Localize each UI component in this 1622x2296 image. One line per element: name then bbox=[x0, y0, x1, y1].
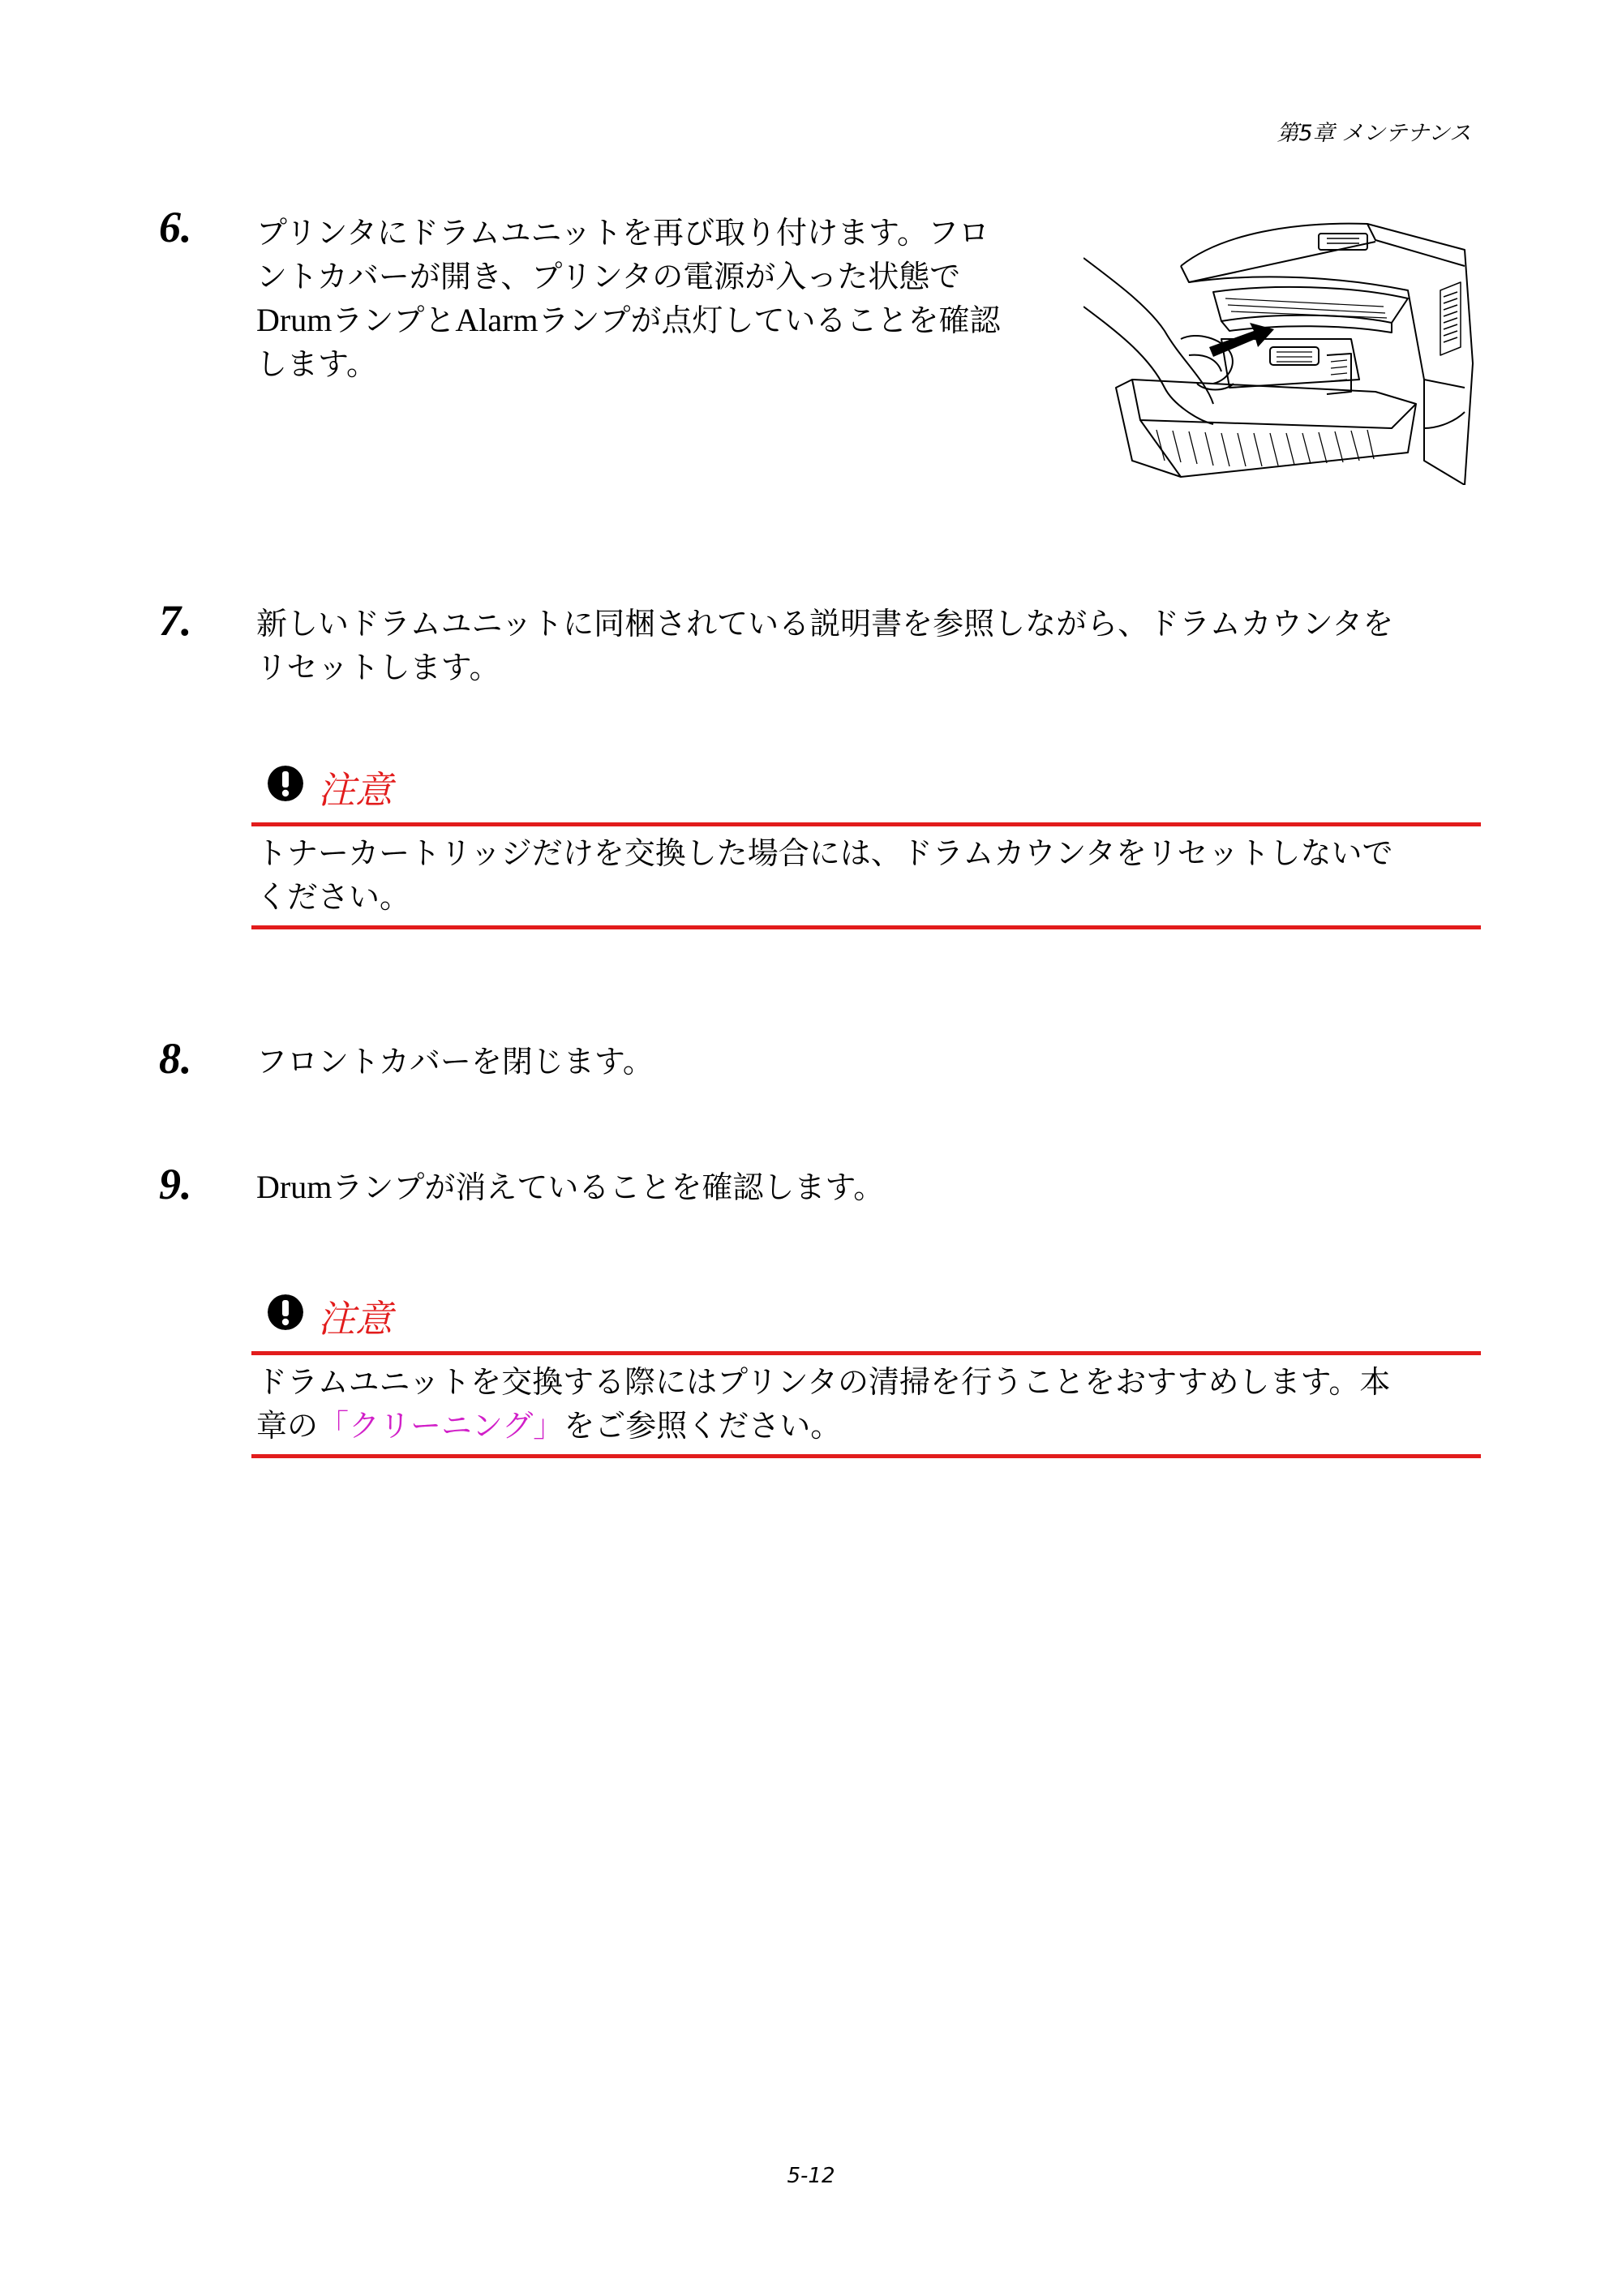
step-number-8: 8. bbox=[159, 1034, 192, 1083]
step-text-7 bbox=[256, 602, 1393, 689]
step-6-line-4: します。 bbox=[256, 346, 377, 382]
caution-2-line-2: 章の「クリーニング」をご参照ください。 bbox=[256, 1408, 842, 1444]
caution-1-line-1: トナーカートリッジだけを交換した場合には、ドラムカウンタをリセットしないで bbox=[256, 835, 1393, 871]
step-text-9 bbox=[256, 1165, 884, 1209]
step-number-6: 6. bbox=[159, 203, 192, 251]
caution-body-1 bbox=[251, 826, 1481, 925]
exclamation-icon bbox=[268, 1294, 303, 1330]
exclamation-icon bbox=[268, 766, 303, 801]
caution-title-1 bbox=[251, 762, 1481, 822]
caution-label: 注意 bbox=[318, 768, 393, 812]
caution-box-2 bbox=[251, 1291, 1481, 1458]
printer-drum-install-illustration bbox=[1083, 217, 1481, 485]
step-7-line-2: リセットします。 bbox=[256, 650, 500, 685]
step-6-line-3: DrumランプとAlarmランプが点灯していることを確認 bbox=[256, 302, 1001, 338]
caution-label: 注意 bbox=[318, 1297, 393, 1341]
step-9-line-1: Drumランプが消えていることを確認します。 bbox=[256, 1169, 885, 1205]
step-6-line-1: プリンタにドラムユニットを再び取り付けます。フロ bbox=[256, 215, 990, 251]
step-text-6 bbox=[256, 211, 1001, 386]
caution-bottom-rule bbox=[251, 1454, 1481, 1458]
cleaning-link[interactable]: 「クリーニング」 bbox=[318, 1408, 564, 1444]
step-number-9: 9. bbox=[159, 1160, 192, 1208]
caution-1-line-2: ください。 bbox=[256, 879, 411, 915]
step-6-line-2: ントカバーが開き、プリンタの電源が入った状態で bbox=[256, 259, 961, 294]
caution-box-1 bbox=[251, 762, 1481, 929]
caution-2-line-1: ドラムユニットを交換する際にはプリンタの清掃を行うことをおすすめします。本 bbox=[256, 1364, 1391, 1400]
caution-bottom-rule bbox=[251, 925, 1481, 929]
caution-body-2 bbox=[251, 1355, 1481, 1454]
page-number: 5-12 bbox=[787, 2164, 835, 2188]
caution-title-2 bbox=[251, 1291, 1481, 1351]
chapter-header: 第5章 メンテナンス bbox=[1277, 121, 1471, 146]
step-8-line-1: フロントカバーを閉じます。 bbox=[256, 1044, 654, 1079]
step-number-7: 7. bbox=[159, 596, 192, 645]
step-7-line-1: 新しいドラムユニットに同梱されている説明書を参照しながら、ドラムカウンタを bbox=[256, 606, 1394, 642]
step-text-8 bbox=[256, 1040, 654, 1084]
